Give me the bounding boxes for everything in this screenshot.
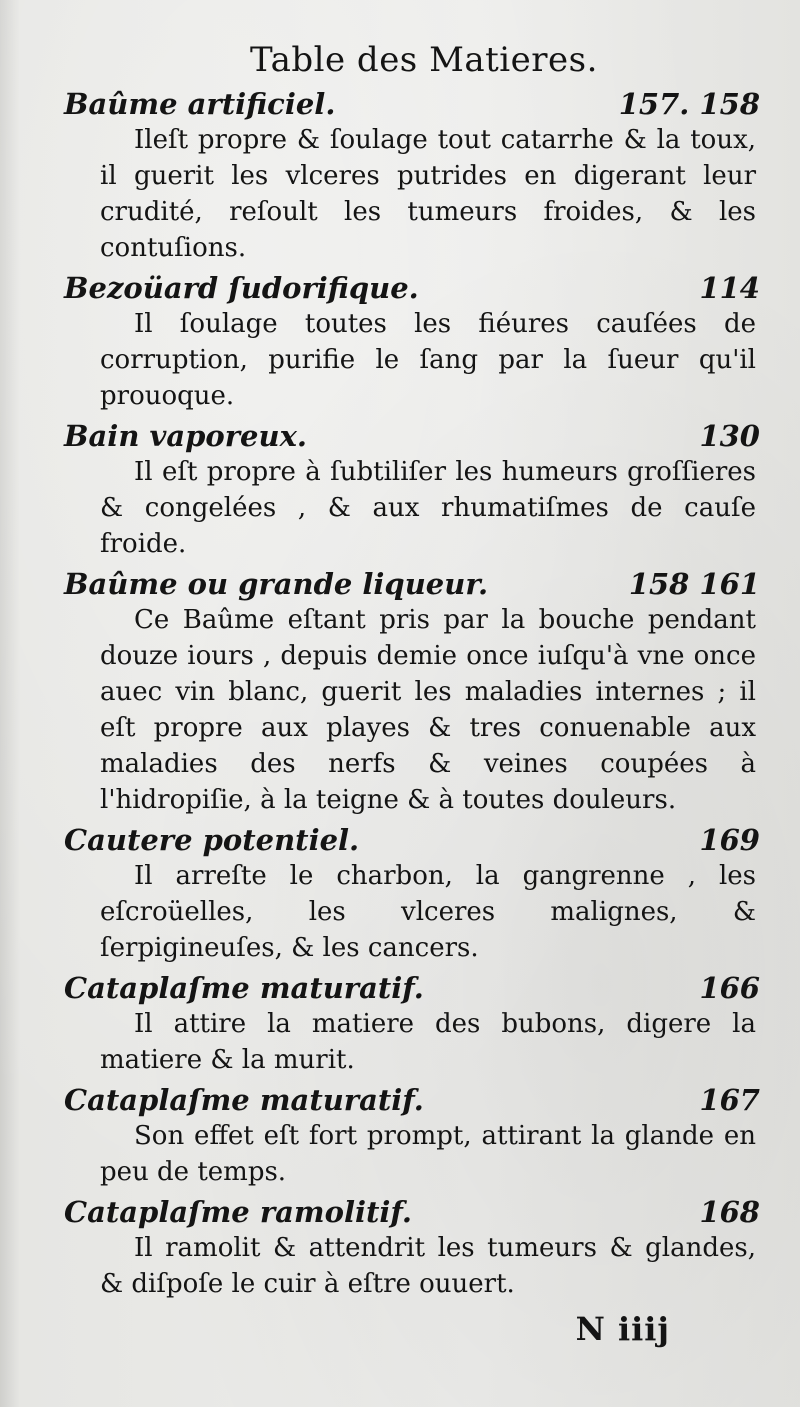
- entry-heading: [64, 418, 764, 454]
- entry: [64, 970, 764, 1078]
- entry-description: Ce Baûme eſtant pris par la bouche pendant douze iours , depuis demie once iuſqu'à vne once auec vin blanc, guerit les maladies internes ; il eſt propre aux playes & tres conuenable aux maladies des nerfs & veines coupées à l'hidropiſie, à la teigne & à toutes douleurs.: [100, 605, 756, 815]
- entry-title: Baûme artificiel.: [64, 87, 336, 121]
- entry: [64, 822, 764, 966]
- entry-heading: [64, 970, 764, 1006]
- entry-page-numbers: 114: [699, 271, 760, 305]
- entry-heading: [64, 1194, 764, 1230]
- entry-title: Cataplaſme maturatif.: [64, 971, 424, 1005]
- entry-heading: [64, 270, 764, 306]
- entry-list: [64, 86, 764, 1302]
- entry-heading: [64, 566, 764, 602]
- entry-heading: [64, 86, 764, 122]
- signature-mark: N iiij: [575, 1310, 670, 1348]
- entry-title: Bain vaporeux.: [64, 419, 307, 453]
- entry-page-numbers: 167: [699, 1083, 760, 1117]
- entry-title: Bezoüard ſudorifique.: [64, 271, 419, 305]
- entry-description: Il ſoulage toutes les fiéures cauſées de corruption, purifie le ſang par la ſueur qu'il prouoque.: [100, 309, 756, 411]
- entry-page-numbers: 130: [699, 419, 760, 453]
- entry: [64, 86, 764, 266]
- entry-title: Cautere potentiel.: [64, 823, 360, 857]
- entry-page-numbers: 169: [699, 823, 760, 857]
- entry-description: Ileſt propre & ſoulage tout catarrhe & la toux, il guerit les vlceres putrides en digerant leur crudité, reſoult les tumeurs froides, & les contuſions.: [100, 125, 756, 263]
- entry: [64, 566, 764, 818]
- running-title: Table des Matieres.: [250, 40, 598, 80]
- entry-heading: [64, 822, 764, 858]
- entry: [64, 1082, 764, 1190]
- entry: [64, 418, 764, 562]
- entry-description: Son effet eſt fort prompt, attirant la glande en peu de temps.: [100, 1121, 756, 1187]
- entry-description: Il attire la matiere des bubons, digere la matiere & la murit.: [100, 1009, 756, 1075]
- entry-title: Cataplaſme ramolitif.: [64, 1195, 412, 1229]
- entry-page-numbers: 157. 158: [618, 87, 760, 121]
- entry-title: Cataplaſme maturatif.: [64, 1083, 424, 1117]
- entry-page-numbers: 168: [699, 1195, 760, 1229]
- entry-title: Baûme ou grande liqueur.: [64, 567, 489, 601]
- entry-description: Il arreſte le charbon, la gangrenne , les eſcroüelles, les vlceres malignes, & ſerpigineuſes, & les cancers.: [100, 861, 756, 963]
- entry-page-numbers: 158 161: [628, 567, 760, 601]
- entry-heading: [64, 1082, 764, 1118]
- entry-description: Il eſt propre à ſubtiliſer les humeurs groſſieres & congelées , & aux rhumatiſmes de cauſe froide.: [100, 457, 756, 559]
- entry-page-numbers: 166: [699, 971, 760, 1005]
- entry: [64, 270, 764, 414]
- entry: [64, 1194, 764, 1302]
- entry-description: Il ramolit & attendrit les tumeurs & glandes, & diſpoſe le cuir à eſtre ouuert.: [100, 1233, 756, 1299]
